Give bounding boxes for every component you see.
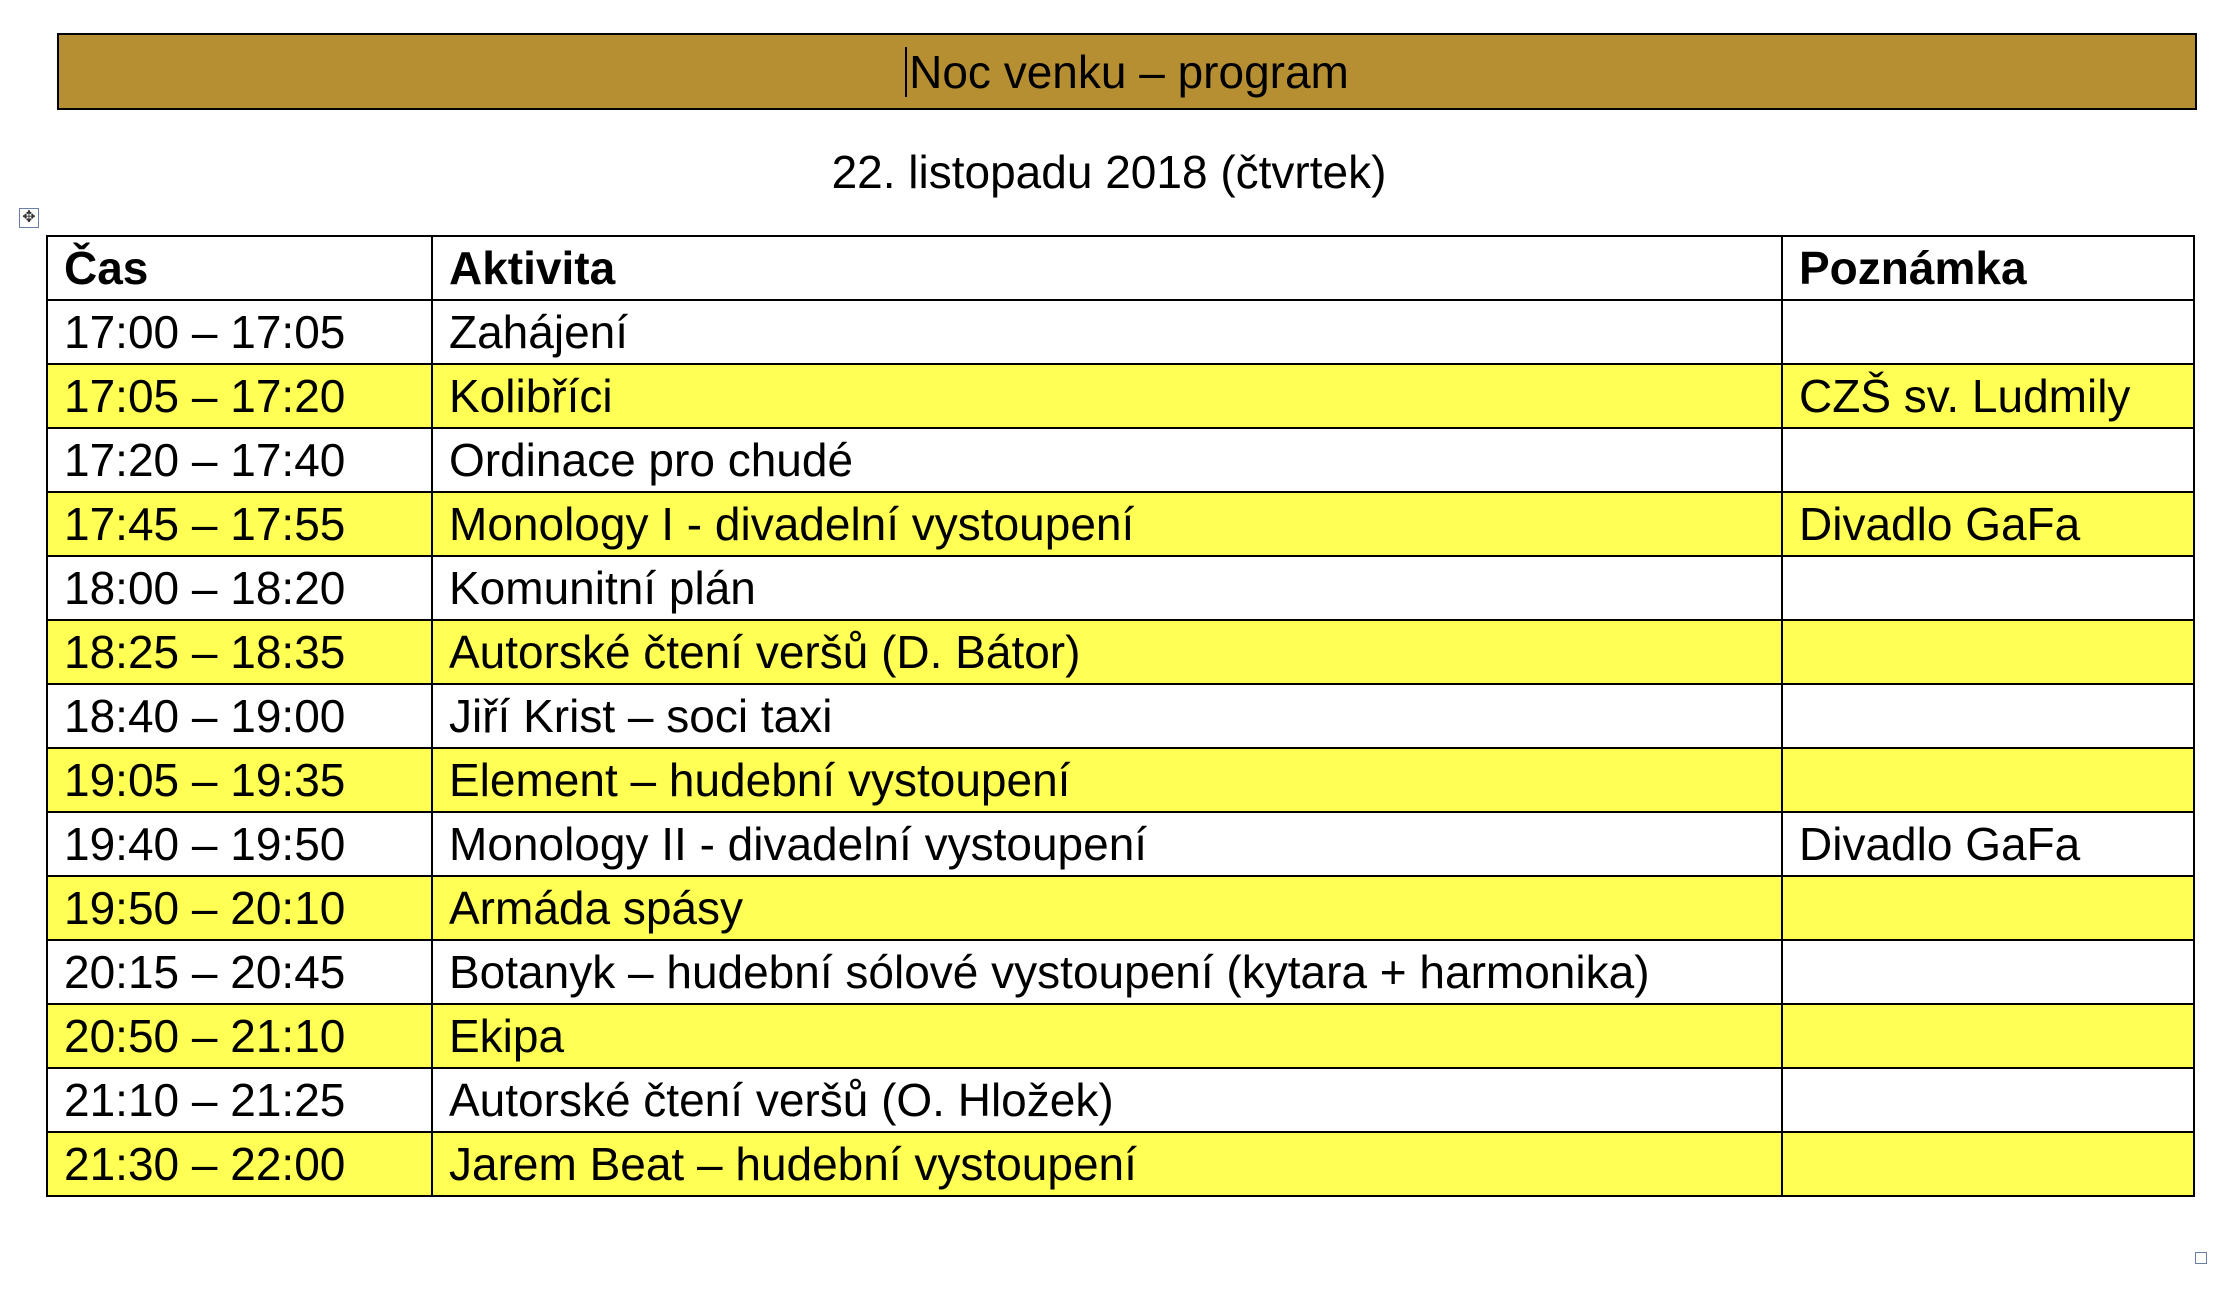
cell-activity[interactable]: Ordinace pro chudé: [432, 428, 1782, 492]
cell-activity[interactable]: Zahájení: [432, 300, 1782, 364]
cell-time[interactable]: 18:40 – 19:00: [47, 684, 432, 748]
header-note[interactable]: Poznámka: [1782, 236, 2194, 300]
table-row: [47, 940, 2194, 1004]
document-title-banner[interactable]: [57, 33, 2197, 110]
cell-note[interactable]: CZŠ sv. Ludmily: [1782, 364, 2194, 428]
cell-time[interactable]: 17:00 – 17:05: [47, 300, 432, 364]
cell-activity[interactable]: Autorské čtení veršů (D. Bátor): [432, 620, 1782, 684]
cell-activity[interactable]: Komunitní plán: [432, 556, 1782, 620]
cell-note[interactable]: [1782, 1004, 2194, 1068]
table-move-handle-icon[interactable]: ✥: [19, 208, 39, 228]
cell-note[interactable]: [1782, 1068, 2194, 1132]
cell-time[interactable]: 21:10 – 21:25: [47, 1068, 432, 1132]
cell-time[interactable]: 20:50 – 21:10: [47, 1004, 432, 1068]
table-row: [47, 684, 2194, 748]
cell-activity[interactable]: Autorské čtení veršů (O. Hložek): [432, 1068, 1782, 1132]
program-table-body: [47, 300, 2194, 1196]
cell-note[interactable]: [1782, 748, 2194, 812]
text-cursor: [905, 47, 907, 97]
cell-activity[interactable]: Monology II - divadelní vystoupení: [432, 812, 1782, 876]
cell-activity[interactable]: Element – hudební vystoupení: [432, 748, 1782, 812]
table-row: [47, 364, 2194, 428]
table-row: [47, 300, 2194, 364]
table-row: [47, 1068, 2194, 1132]
table-row: [47, 428, 2194, 492]
cell-activity[interactable]: Botanyk – hudební sólové vystoupení (kytara + harmonika): [432, 940, 1782, 1004]
table-row: [47, 876, 2194, 940]
header-activity[interactable]: Aktivita: [432, 236, 1782, 300]
cell-activity[interactable]: Monology I - divadelní vystoupení: [432, 492, 1782, 556]
cell-time[interactable]: 17:45 – 17:55: [47, 492, 432, 556]
cell-time[interactable]: 18:25 – 18:35: [47, 620, 432, 684]
table-row: [47, 748, 2194, 812]
cell-note[interactable]: [1782, 876, 2194, 940]
cell-note[interactable]: [1782, 1132, 2194, 1196]
cell-time[interactable]: 20:15 – 20:45: [47, 940, 432, 1004]
cell-time[interactable]: 21:30 – 22:00: [47, 1132, 432, 1196]
table-row: [47, 620, 2194, 684]
cell-time[interactable]: 17:20 – 17:40: [47, 428, 432, 492]
cell-note[interactable]: [1782, 428, 2194, 492]
cell-note[interactable]: Divadlo GaFa: [1782, 492, 2194, 556]
cell-time[interactable]: 19:05 – 19:35: [47, 748, 432, 812]
program-table: [46, 235, 2195, 1197]
cell-time[interactable]: 18:00 – 18:20: [47, 556, 432, 620]
cell-time[interactable]: 19:50 – 20:10: [47, 876, 432, 940]
cell-activity[interactable]: Kolibříci: [432, 364, 1782, 428]
table-row: [47, 1132, 2194, 1196]
cell-time[interactable]: 17:05 – 17:20: [47, 364, 432, 428]
cell-note[interactable]: [1782, 300, 2194, 364]
cell-note[interactable]: [1782, 556, 2194, 620]
table-header-row: [47, 236, 2194, 300]
cell-note[interactable]: Divadlo GaFa: [1782, 812, 2194, 876]
cell-note[interactable]: [1782, 940, 2194, 1004]
cell-note[interactable]: [1782, 684, 2194, 748]
header-time[interactable]: Čas: [47, 236, 432, 300]
cell-activity[interactable]: Armáda spásy: [432, 876, 1782, 940]
cell-activity[interactable]: Jiří Krist – soci taxi: [432, 684, 1782, 748]
cell-time[interactable]: 19:40 – 19:50: [47, 812, 432, 876]
table-row: [47, 492, 2194, 556]
cell-note[interactable]: [1782, 620, 2194, 684]
table-resize-handle[interactable]: [2195, 1252, 2207, 1264]
event-date[interactable]: 22. listopadu 2018 (čtvrtek): [831, 146, 1387, 198]
cell-activity[interactable]: Jarem Beat – hudební vystoupení: [432, 1132, 1782, 1196]
table-row: [47, 812, 2194, 876]
cell-activity[interactable]: Ekipa: [432, 1004, 1782, 1068]
table-row: [47, 1004, 2194, 1068]
document-title[interactable]: Noc venku – program: [909, 45, 1349, 98]
table-row: [47, 556, 2194, 620]
